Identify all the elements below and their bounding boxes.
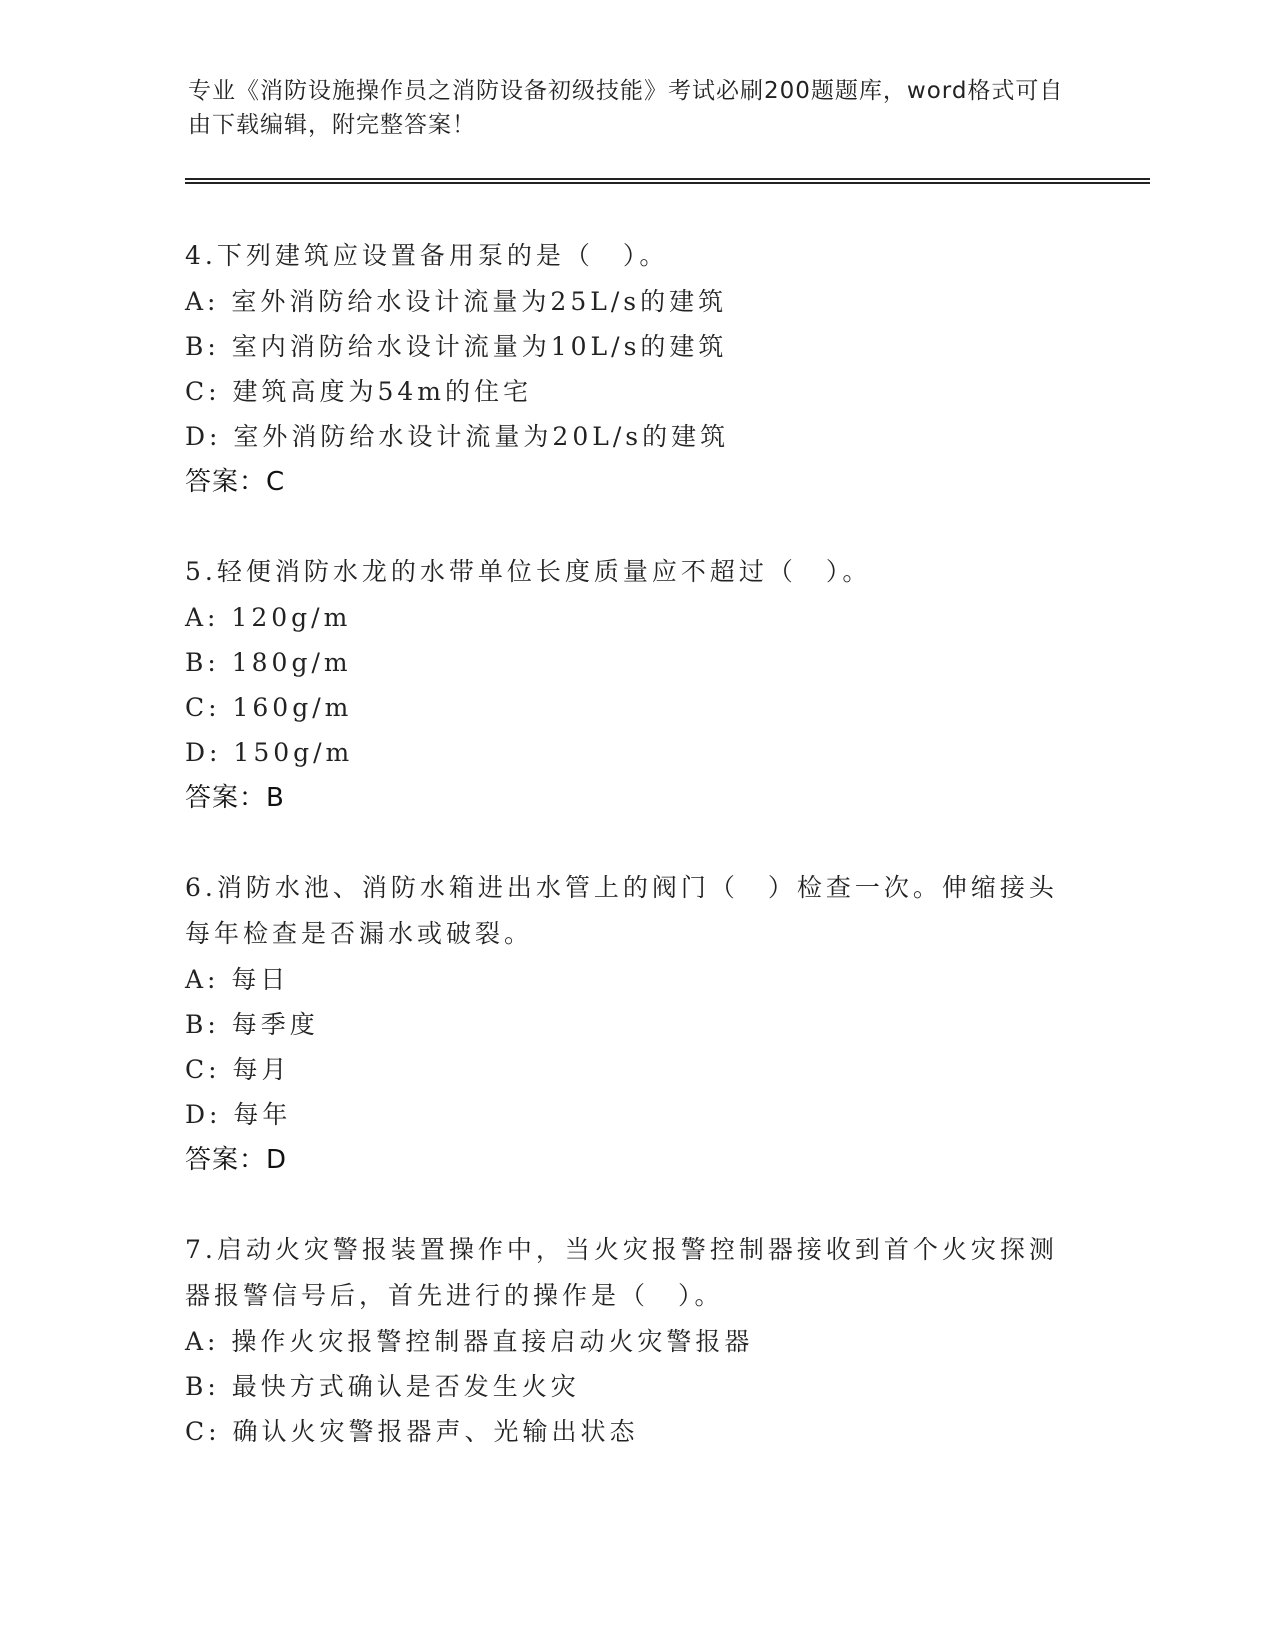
question-item <box>185 233 1085 505</box>
option-a: A: 操作火灾报警控制器直接启动火灾警报器 <box>185 1327 754 1356</box>
question-item <box>185 865 1085 1183</box>
option-d: D: 每年 <box>185 1100 292 1129</box>
option-a: A: 室外消防给水设计流量为25L/s的建筑 <box>185 287 728 316</box>
option-b: B: 室内消防给水设计流量为10L/s的建筑 <box>185 332 728 361</box>
option-c: C: 确认火灾警报器声、光输出状态 <box>185 1417 639 1446</box>
header-divider <box>185 178 1150 184</box>
answer-line: 答案：D <box>185 1145 288 1175</box>
option-a: A: 每日 <box>185 965 290 994</box>
question-item <box>185 549 1085 821</box>
option-c: C: 建筑高度为54m的住宅 <box>185 377 533 406</box>
question-stem: 7.启动火灾警报装置操作中，当火灾报警控制器接收到首个火灾探测器报警信号后，首先进行的操作是（ ）。 <box>185 1235 1058 1310</box>
option-d: D: 150g/m <box>185 738 354 767</box>
option-b: B: 最快方式确认是否发生火灾 <box>185 1372 580 1401</box>
option-c: C: 每月 <box>185 1055 291 1084</box>
question-list <box>185 233 1085 1498</box>
answer-line: 答案：C <box>185 467 286 497</box>
option-d: D: 室外消防给水设计流量为20L/s的建筑 <box>185 422 730 451</box>
option-b: B: 每季度 <box>185 1010 319 1039</box>
option-b: B: 180g/m <box>185 648 352 677</box>
document-intro: 专业《消防设施操作员之消防设备初级技能》考试必刷200题题库，word格式可自由下载编辑，附完整答案！ <box>188 78 1064 138</box>
answer-line: 答案：B <box>185 783 285 813</box>
question-stem: 4.下列建筑应设置备用泵的是（ ）。 <box>185 241 669 270</box>
option-c: C: 160g/m <box>185 693 353 722</box>
question-item <box>185 1227 1085 1454</box>
question-stem: 6.消防水池、消防水箱进出水管上的阀门（ ）检查一次。伸缩接头每年检查是否漏水或破裂。 <box>185 873 1058 948</box>
option-a: A: 120g/m <box>185 603 352 632</box>
question-stem: 5.轻便消防水龙的水带单位长度质量应不超过（ ）。 <box>185 557 872 586</box>
